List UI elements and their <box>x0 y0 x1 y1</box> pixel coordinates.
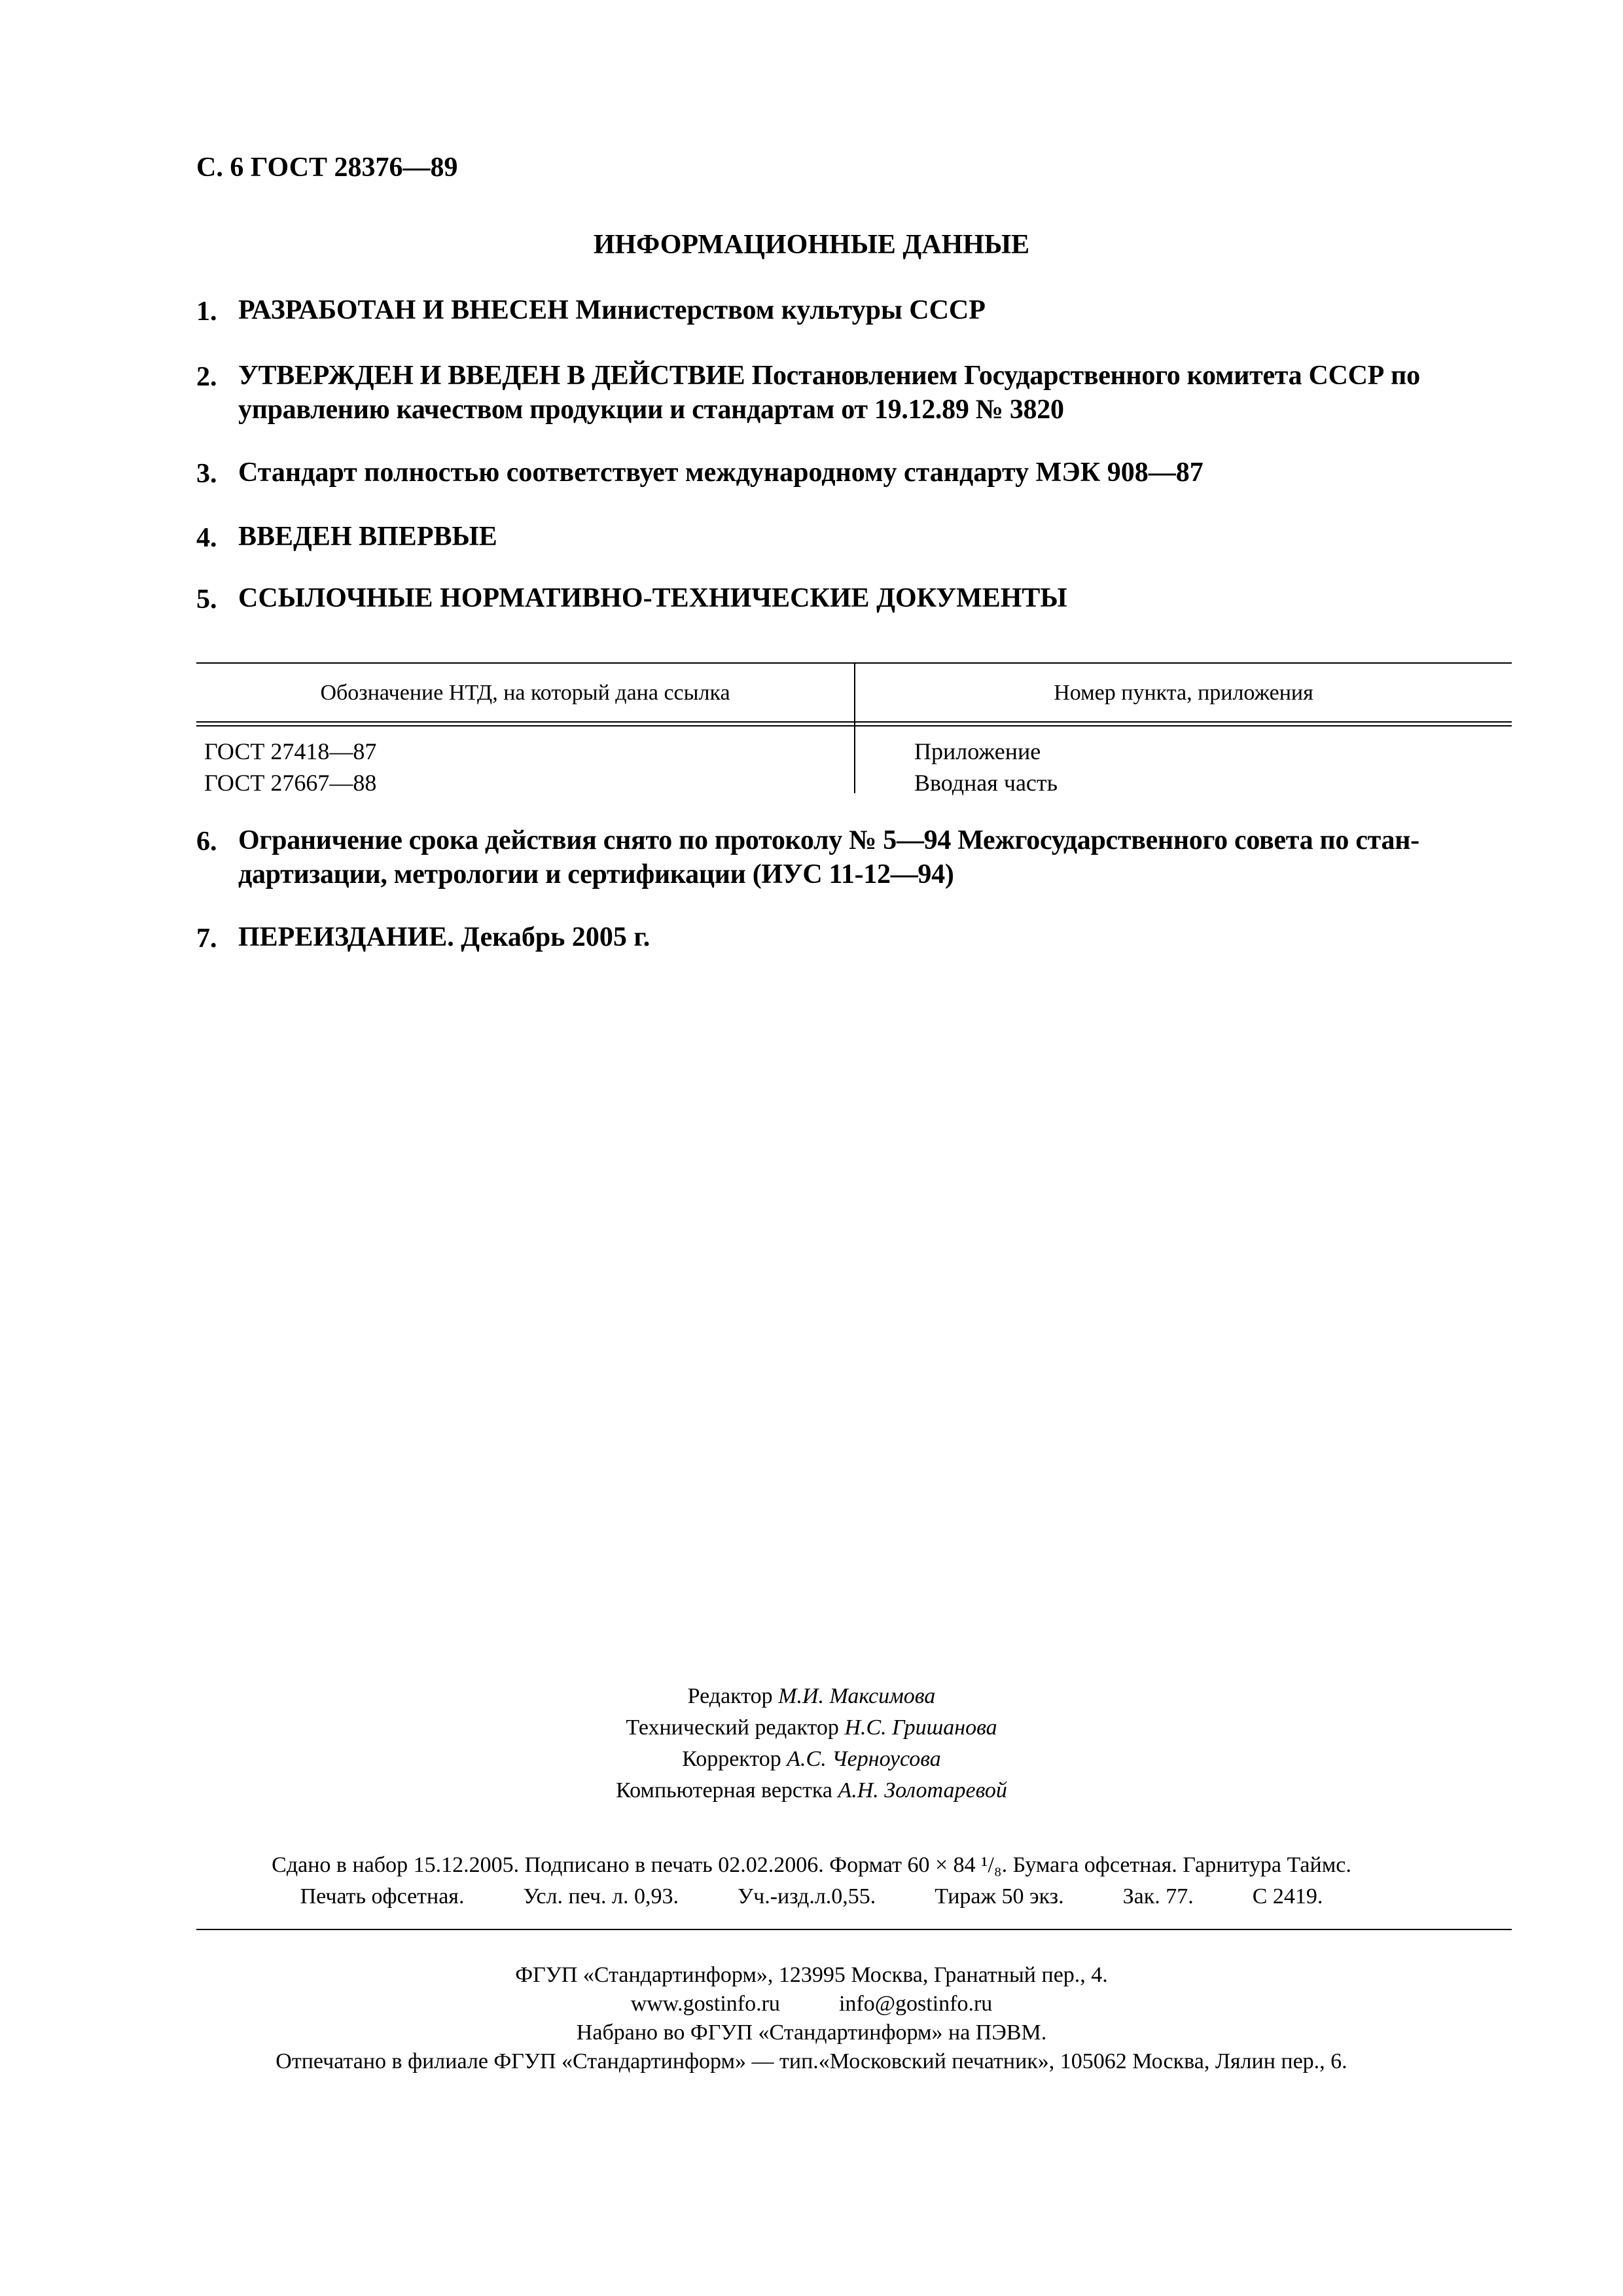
credit-layout: Компьютерная верстка А.Н. Золотаревой <box>616 1778 1007 1803</box>
table-cell-clause: Вводная часть <box>914 770 1058 796</box>
item-2 <box>238 359 1420 427</box>
item-number-6: 6. <box>196 827 217 857</box>
item-6 <box>238 823 1419 891</box>
publisher-email: info@gostinfo.ru <box>838 1992 993 2016</box>
print-info <box>0 1850 1623 1912</box>
item-7: ПЕРЕИЗДАНИЕ. Декабрь 2005 г. <box>238 922 651 952</box>
table-cell-designation: ГОСТ 27418—87 <box>204 738 377 764</box>
credits-block <box>0 1681 1623 1806</box>
table-cell-clause: Приложение <box>914 738 1041 764</box>
item-2-lead: УТВЕРЖДЕН И ВВЕДЕН В ДЕЙСТВИЕ <box>238 361 745 391</box>
item-number-5: 5. <box>196 584 217 615</box>
print-info-line-2: Печать офсетная. Усл. печ. л. 0,93. Уч.-изд.л.0,55. Тираж 50 экз. Зак. 77. С 2419. <box>300 1884 1323 1909</box>
item-3: Стандарт полностью соответствует международному стандарту МЭК 908—87 <box>238 457 1204 488</box>
table-row <box>204 736 376 798</box>
reference-table <box>196 662 1512 796</box>
table-header-clause: Номер пункта, приложения <box>1054 681 1313 705</box>
item-6-line2: дартизации, метрологии и сертификации (ИУС 11-12—94) <box>238 859 954 889</box>
item-1 <box>238 293 986 327</box>
item-number-2: 2. <box>196 362 217 392</box>
item-5: ССЫЛОЧНЫЕ НОРМАТИВНО-ТЕХНИЧЕСКИЕ ДОКУМЕНТЫ <box>238 583 1067 613</box>
table-header-rule-1 <box>196 721 1512 723</box>
item-6-line1: Ограничение срока действия снято по протоколу № 5—94 Межгосударственного совета по стан- <box>238 825 1419 855</box>
publisher-printed: Отпечатано в филиале ФГУП «Стандартинформ» — тип.«Московский печатник», 105062 Москва, Лялин пер., 6. <box>276 2049 1347 2073</box>
item-number-3: 3. <box>196 459 217 489</box>
item-number-7: 7. <box>196 924 217 954</box>
publisher-address: ФГУП «Стандартинформ», 123995 Москва, Гранатный пер., 4. <box>515 1963 1108 1987</box>
item-4: ВВЕДЕН ВПЕРВЫЕ <box>238 522 497 552</box>
separator-line <box>196 1929 1512 1930</box>
credit-editor: Редактор М.И. Максимова <box>687 1684 936 1708</box>
publisher-typeset: Набрано во ФГУП «Стандартинформ» на ПЭВМ. <box>576 2020 1047 2045</box>
section-title: ИНФОРМАЦИОННЫЕ ДАННЫЕ <box>593 230 1030 260</box>
publisher-contacts <box>0 1990 1623 2018</box>
item-number-4: 4. <box>196 523 217 553</box>
item-number-1: 1. <box>196 296 217 327</box>
table-cell-designation: ГОСТ 27667—88 <box>204 770 377 796</box>
print-info-line-1: Сдано в набор 15.12.2005. Подписано в печать 02.02.2006. Формат 60 × 84 ¹/₈. Бумага офсетная. Гарнитура Таймс. <box>272 1853 1351 1877</box>
publisher-block <box>0 1961 1623 2076</box>
credit-proofreader: Корректор А.С. Черноусова <box>682 1747 941 1771</box>
item-2-line2: управлению качеством продукции и стандартам от 19.12.89 № 3820 <box>238 395 1064 425</box>
item-1-lead: РАЗРАБОТАН И ВНЕСЕН <box>238 295 569 325</box>
table-header-designation: Обозначение НТД, на который дана ссылка <box>320 681 730 705</box>
credit-technical-editor: Технический редактор Н.С. Гришанова <box>626 1715 997 1740</box>
table-header-rule-2 <box>196 725 1512 726</box>
page-header: С. 6 ГОСТ 28376—89 <box>196 152 458 183</box>
publisher-website: www.gostinfo.ru <box>630 1992 780 2016</box>
item-1-rest: Министерством культуры СССР <box>568 295 986 325</box>
item-2-rest: Постановлением Государственного комитета СССР по <box>745 361 1420 391</box>
table-row <box>914 736 1058 798</box>
